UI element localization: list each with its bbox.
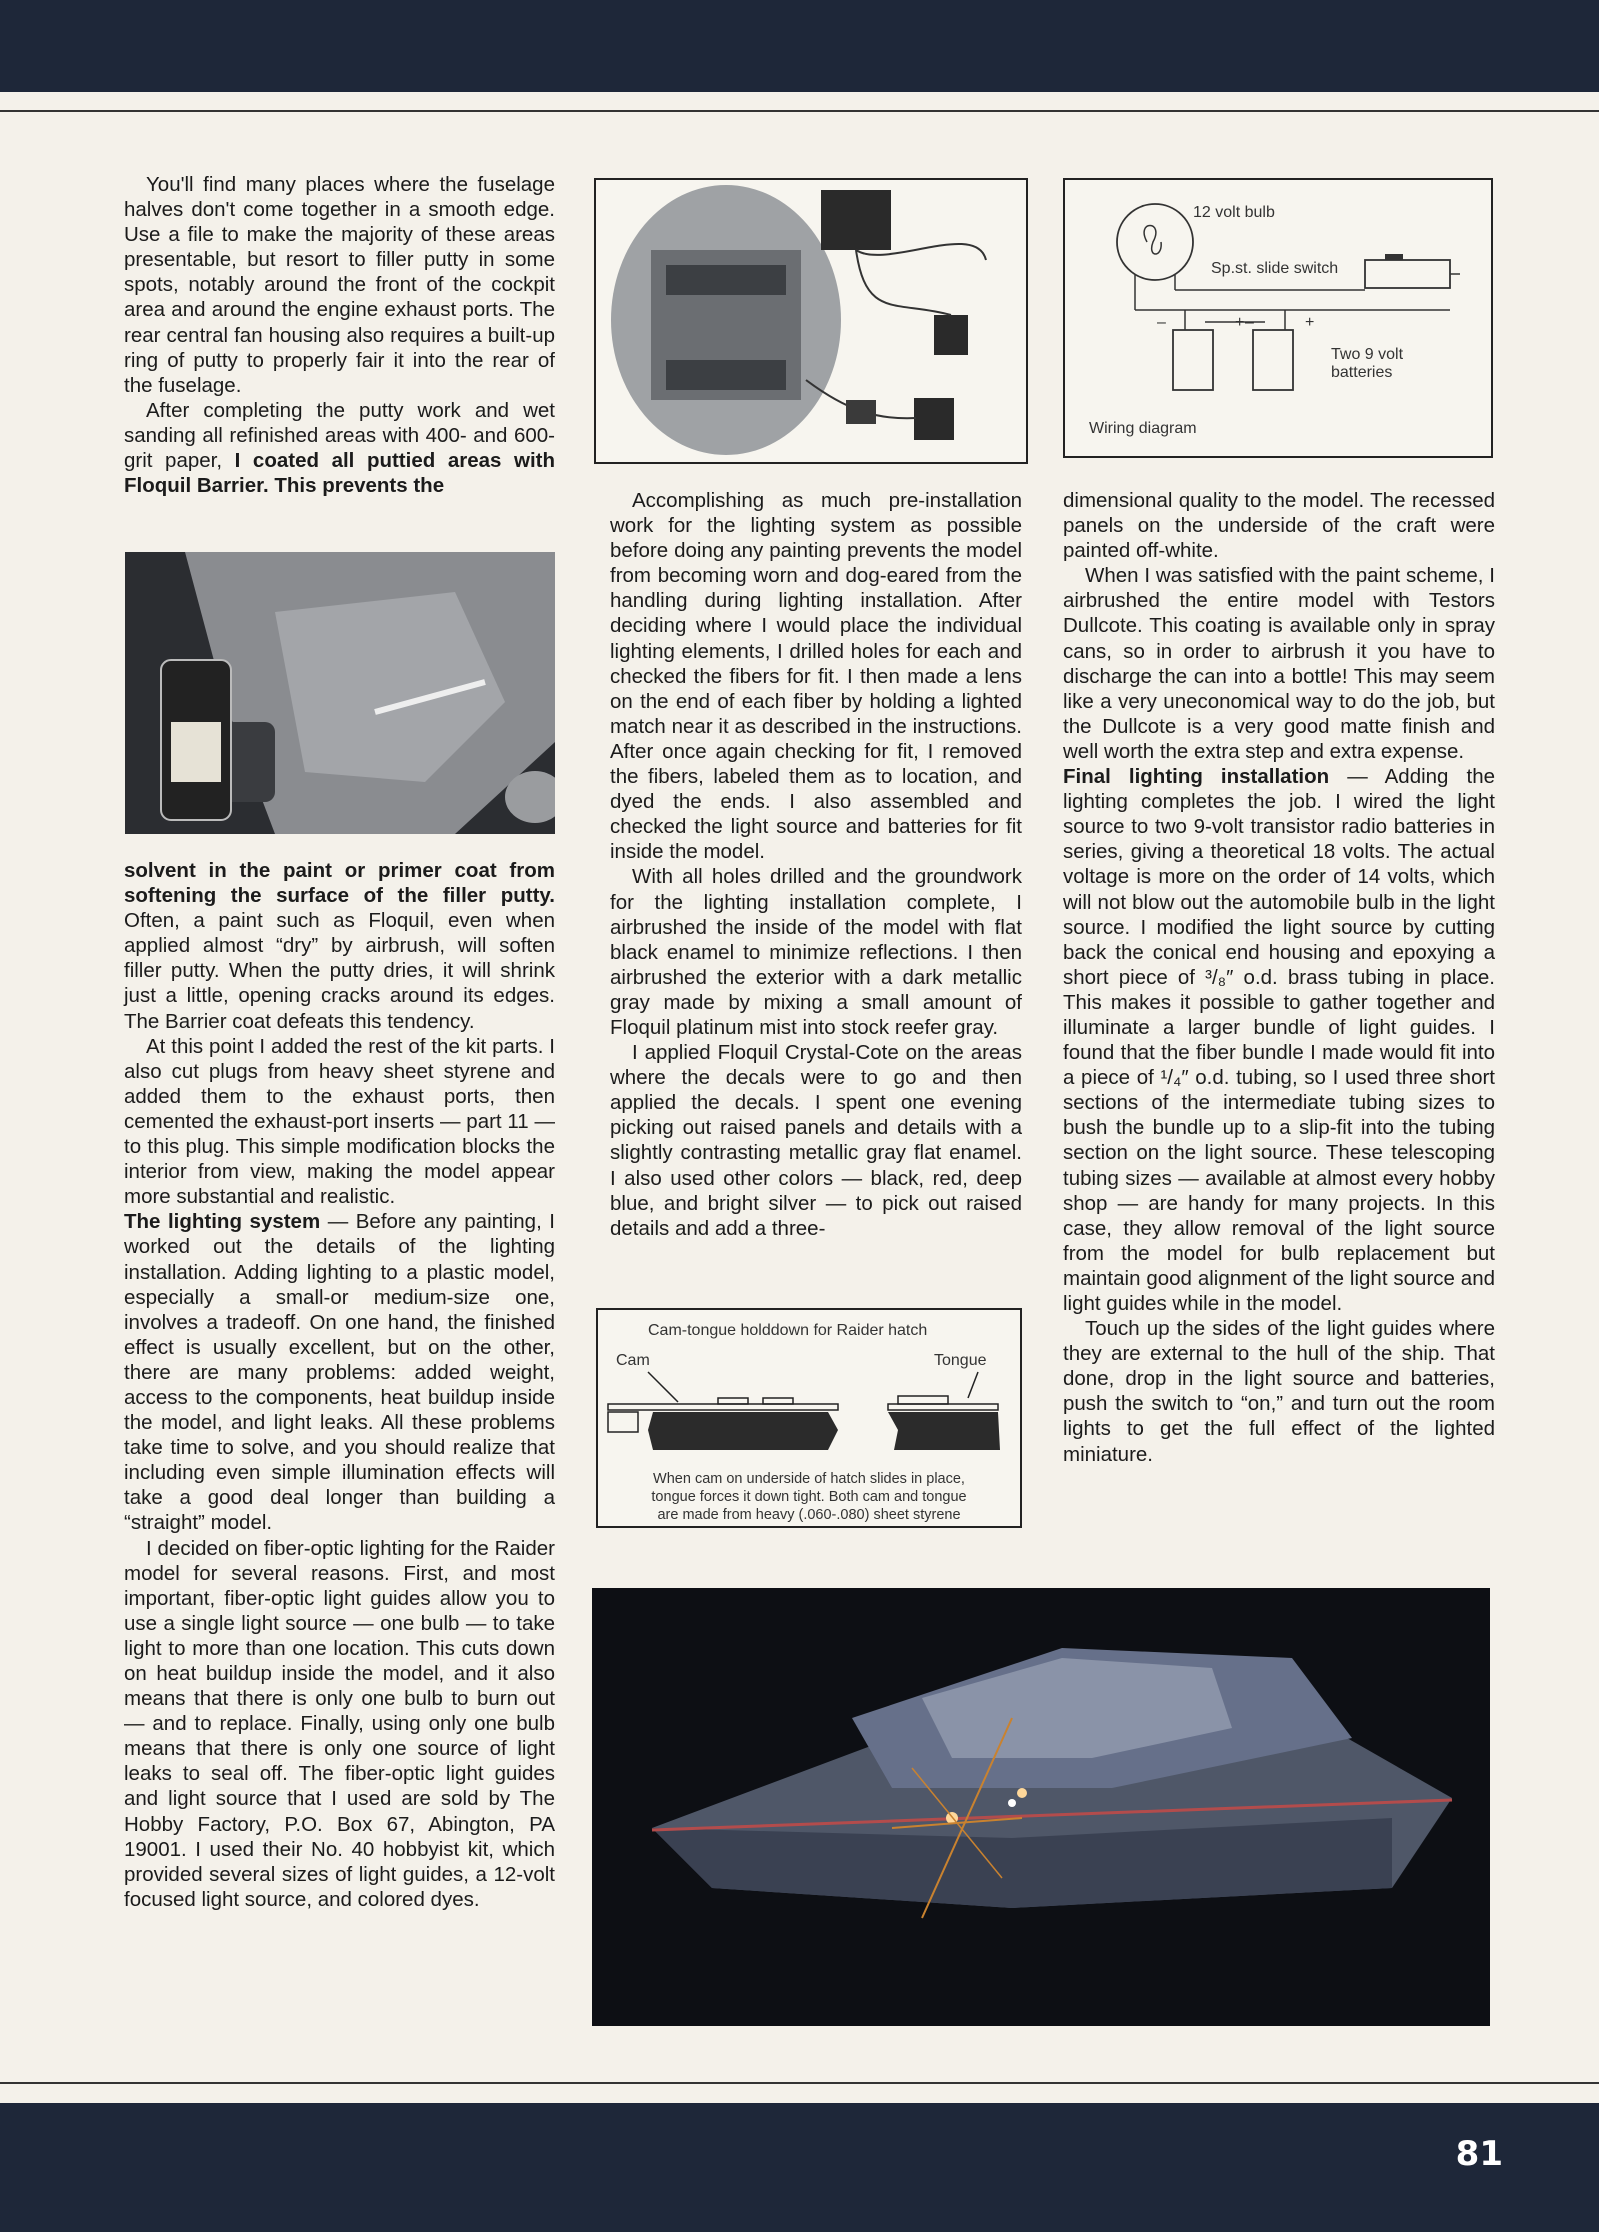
top-rule <box>0 110 1599 112</box>
cam-diagram-title: Cam-tongue holddown for Raider hatch <box>648 1322 928 1339</box>
bottom-band <box>0 2103 1599 2232</box>
col3-p3-head: Final lighting installation <box>1063 765 1330 789</box>
col3-paragraph-3 <box>1063 764 1495 1316</box>
battery-label-line-2: batteries <box>1331 364 1393 381</box>
lighted-ship-photo-art <box>592 1588 1490 2026</box>
col3-paragraph-1: dimensional quality to the model. The recessed panels on the underside of the craft were painted off-white. <box>1063 489 1495 563</box>
col1-p5-text: — Before any painting, I worked out the details of the lighting installation. Adding lighting to a plastic model, especially a small-or medium-size one, involves a tradeoff. On one hand, the finished effect is usually excellent, but on the other, there are many problems: added weight, access to the components, heat buildup inside the model, and light leaks. All these problems take time to solve, and you should realize that including even simple illumination effects will take a good deal longer than building a “straight” model. <box>124 1210 556 1535</box>
cam-caption-line-3: are made from heavy (.060-.080) sheet styrene <box>657 1507 961 1523</box>
minus-sign-2: – <box>1245 314 1254 331</box>
minus-sign-1: – <box>1157 314 1166 331</box>
column-2 <box>610 488 1022 1241</box>
airbrush-photo <box>125 552 555 834</box>
col3-paragraph-2: When I was satisfied with the paint scheme, I airbrushed the entire model with Testors Dullcote. This coating is available only in spray cans, so in order to airbrush it you have to discharge the can into a bottle! This may seem like a very uneconomical way to do the job, but the Dullcote is a very good matte finish and well worth the extra step and extra expense. <box>1063 564 1495 763</box>
cam-label: Cam <box>616 1352 650 1369</box>
lighting-parts-photo <box>594 178 1028 464</box>
col2-paragraph-2: With all holes drilled and the groundwork for the lighting installation complete, I airbrushed the inside of the model with flat black enamel to minimize reflections. I then airbrushed the exterior with a dark metallic gray made by mixing a small amount of Floquil platinum mist into stock reefer gray. <box>610 865 1022 1039</box>
plus-sign-2: + <box>1305 314 1315 331</box>
column-3 <box>1063 488 1495 1467</box>
cam-caption-line-1: When cam on underside of hatch slides in place, <box>653 1471 965 1487</box>
col1-paragraph-2 <box>124 398 555 498</box>
switch-label: Sp.st. slide switch <box>1211 260 1339 277</box>
col1-p5-head: The lighting system <box>124 1210 321 1234</box>
col1-p3-text: Often, a paint such as Floquil, even when applied almost “dry” by airbrush, will soften filler putty. When the putty dries, it will shrink just a little, opening cracks around its edges. The Barrier coat defeats this tendency. <box>124 909 555 1033</box>
col1-paragraph-1: You'll find many places where the fuselage halves don't come together in a smooth edge. Use a file to make the majority of these areas presentable, but resort to filler putty in some spots, notably around the front of the cockpit area and around the engine exhaust ports. The rear central fan housing also requires a built-up ring of putty to properly fair it into the rear of the fuselage. <box>124 173 555 397</box>
wiring-diagram-title: Wiring diagram <box>1089 420 1197 437</box>
battery-label-line-1: Two 9 volt <box>1331 346 1404 363</box>
airbrush-photo-art <box>125 552 555 834</box>
lighted-ship-photo <box>592 1588 1490 2026</box>
col2-paragraph-1: Accomplishing as much pre-installation work for the lighting system as possible before doing any painting prevents the model from becoming worn and dog-eared from the handling during lighting installation. After deciding where I would place the individual lighting elements, I drilled holes for each and checked the fibers for fit. I then made a lens on the end of each fiber by holding a lighted match near it as described in the instructions. After once again checking for fit, I removed the fibers, labeled them as to location, and dyed the ends. I also assembled and checked the light source and batteries for fit inside the model. <box>610 489 1022 864</box>
col1-paragraph-5 <box>124 1209 555 1535</box>
top-band <box>0 0 1599 92</box>
cam-diagram-caption <box>606 1470 1012 1524</box>
col2-paragraph-3: I applied Floquil Crystal-Cote on the areas where the decals were to go and then applied the decals. I spent one evening picking out raised panels and details with a slightly contrasting metallic gray flat enamel. I also used other colors — black, red, deep blue, and bright silver — to pick out raised details and add a three- <box>610 1041 1022 1240</box>
wiring-diagram-drawing <box>1065 180 1491 456</box>
col1-p2-text: After completing the putty work and wet sanding all refinished areas with 400- and 600-grit paper, <box>124 398 555 473</box>
lighting-parts-photo-art <box>596 180 1022 458</box>
cam-tongue-diagram <box>596 1308 1022 1528</box>
col1-paragraph-6: I decided on fiber-optic lighting for the Raider model for several reasons. First, and most important, fiber-optic light guides allow you to use a single light source — one bulb — to take light to more than one location. This cuts down on heat buildup inside the model, and it also means that there is only one bulb to burn out — and to replace. Finally, using only one bulb means that there is only one source of light leaks to seal off. The fiber-optic light guides and light source that I used are sold by The Hobby Factory, P.O. Box 67, Abington, PA 19001. I used their No. 40 hobbyist kit, which provided several sizes of light guides, a 12-volt focused light source, and colored dyes. <box>124 1536 555 1911</box>
col1-p2-bold: I coated all puttied areas with Floquil Barrier. This prevents the <box>124 449 555 498</box>
bulb-label: 12 volt bulb <box>1193 204 1275 221</box>
col1-paragraph-3 <box>124 858 555 1034</box>
col3-paragraph-4: Touch up the sides of the light guides where they are external to the hull of the ship. That done, drop in the light source and batteries, push the switch to “on,” and turn out the room lights to get the full effect of the lighted miniature. <box>1063 1317 1495 1466</box>
plus-sign-1: + <box>1235 314 1245 331</box>
col3-p3-text: — Adding the lighting completes the job. I wired the light source to two 9-volt transistor radio batteries in series, giving a theoretical 18 volts. The actual voltage is more on the order of 14 volts, which will not blow out the automobile bulb in the light source. I modified the light source by cutting back the conical end housing and epoxying a short piece of ³/₈″ o.d. brass tubing in place. This makes it possible to gather together and illuminate a larger bundle of light guides. I found that the fiber bundle I made would fit into a piece of ¹/₄″ o.d. tubing, so I used three short sections of the intermediate tubing sizes to bush the bundle up to a slip-fit into the tubing section on the light source. These telescoping tubing sizes — available at almost every hobby shop — are handy for many projects. In this case, they allow removal of the light source from the model for bulb replacement but maintain good alignment of the light source and light guides while in the model. <box>1063 765 1496 1315</box>
wiring-diagram <box>1063 178 1493 458</box>
col1-paragraph-4: At this point I added the rest of the kit parts. I also cut plugs from heavy sheet styrene and added them to the exhaust ports, then cemented the exhaust-port inserts — part 11 — to this plug. This simple modification blocks the interior from view, making the model appear more substantial and realistic. <box>124 1034 555 1209</box>
tongue-label: Tongue <box>934 1352 987 1369</box>
column-1-top <box>124 172 555 498</box>
column-1-bottom <box>124 858 555 1912</box>
cam-caption-line-2: tongue forces it down tight. Both cam and tongue <box>651 1489 967 1505</box>
page-number: 81 <box>1455 2134 1503 2174</box>
bottom-rule <box>0 2082 1599 2084</box>
col1-p3-bold: solvent in the paint or primer coat from softening the surface of the filler putty. <box>124 859 555 908</box>
